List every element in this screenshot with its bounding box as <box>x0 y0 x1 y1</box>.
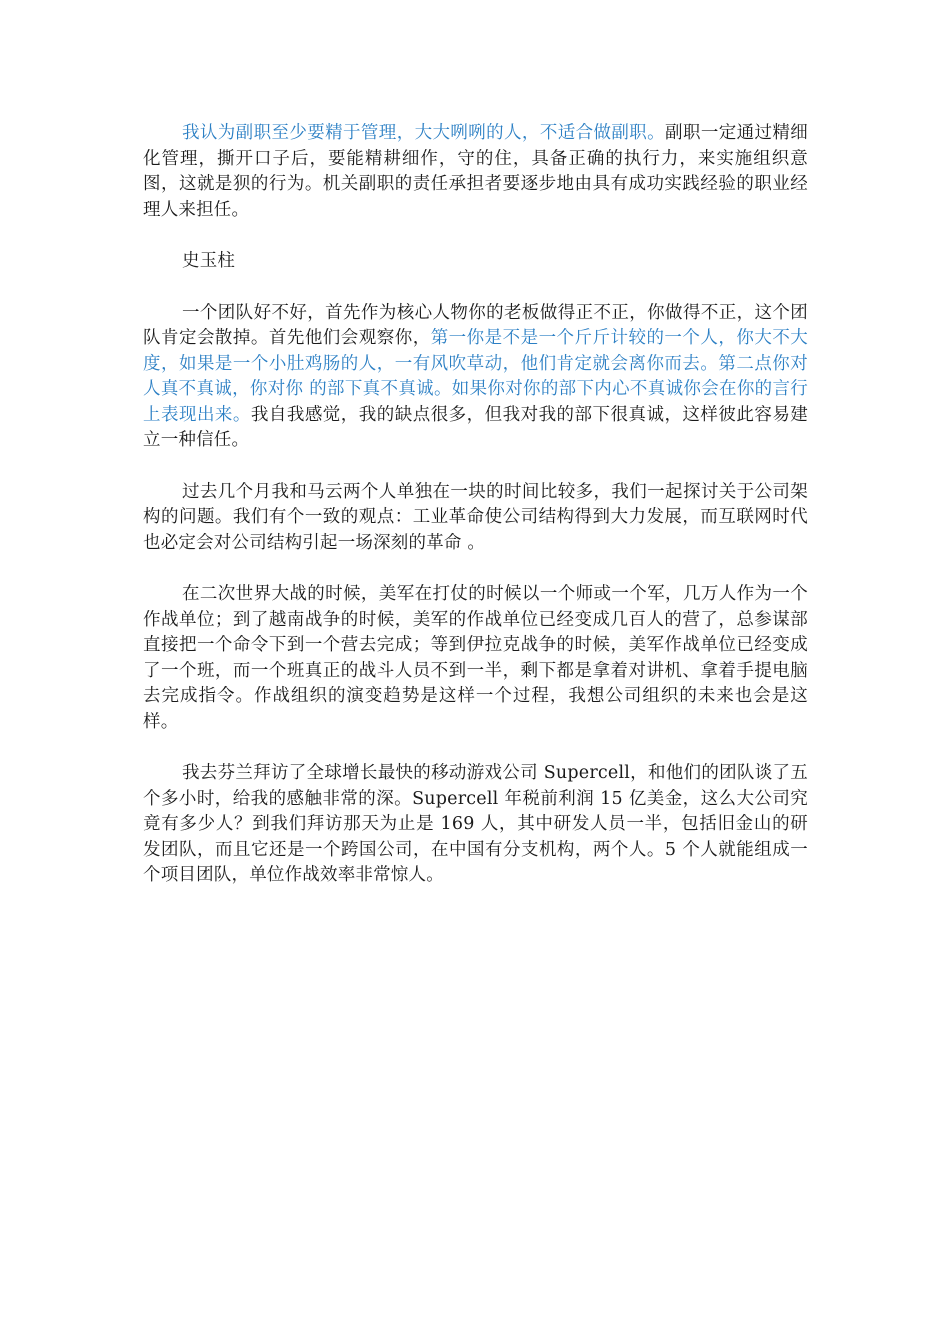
author-name <box>143 249 808 275</box>
paragraph-company-structure <box>143 480 808 557</box>
paragraph-team-trust <box>143 301 808 454</box>
paragraph-deputy-management <box>143 121 808 223</box>
highlighted-text: 我认为副职至少要精于管理，大大咧咧的人，不适合做副职。 <box>182 123 666 143</box>
body-text: 一个团队好不好，首先作为核心人物你的老板做得正不正，你做得不正，这个团队肯定会散掉。首先他们会观察你， <box>143 302 808 348</box>
body-text: 我自我感觉，我的缺点很多，但我对我的部下很真诚，这样彼此容易建立一种信任。 <box>143 404 808 450</box>
author-label: 史玉柱 <box>182 251 236 271</box>
highlighted-text: 第一你是不是一个斤斤计较的一个人，你大不大度，如果是一个小肚鸡肠的人，一有风吹草动，他们肯定就会离你而去。第二点你对人真不真诚，你对你 的部下真不真诚。如果你对你的部下内心不真诚你会在你的言行上表现出来。 <box>143 328 808 425</box>
paragraph-supercell <box>143 761 808 889</box>
body-text: 过去几个月我和马云两个人单独在一块的时间比较多，我们一起探讨关于公司架构的问题。我们有个一致的观点：工业革命使公司结构得到大力发展，而互联网时代也必定会对公司结构引起一场深刻的革命 。 <box>143 481 808 553</box>
body-text: 副职一定通过精细化管理，撕开口子后，要能精耕细作，守的住，具备正确的执行力，来实施组织意图，这就是狈的行为。机关副职的责任承担者要逐步地由具有成功实践经验的职业经理人来担任。 <box>143 123 808 220</box>
document-page <box>143 121 808 915</box>
paragraph-military-units <box>143 582 808 735</box>
body-text: 在二次世界大战的时候，美军在打仗的时候以一个师或一个军，几万人作为一个作战单位；到了越南战争的时候，美军的作战单位已经变成几百人的营了，总参谋部直接把一个命令下到一个营去完成；等到伊拉克战争的时候，美军作战单位已经变成了一个班，而一个班真正的战斗人员不到一半，剩下都是拿着对讲机、拿着手提电脑去完成指令。作战组织的演变趋势是这样一个过程，我想公司组织的未来也会是这样。 <box>143 584 808 732</box>
body-text: 我去芬兰拜访了全球增长最快的移动游戏公司 Supercell，和他们的团队谈了五个多小时，给我的感触非常的深。Supercell 年税前利润 15 亿美金，这么大公司究竟有多少人？到我们拜访那天为止是 169 人，其中研发人员一半，包括旧金山的研发团队，而且它还是一个跨国公司，在中国有分支机构，两个人。5 个人就能组成一个项目团队，单位作战效率非常惊人。 <box>143 763 808 885</box>
